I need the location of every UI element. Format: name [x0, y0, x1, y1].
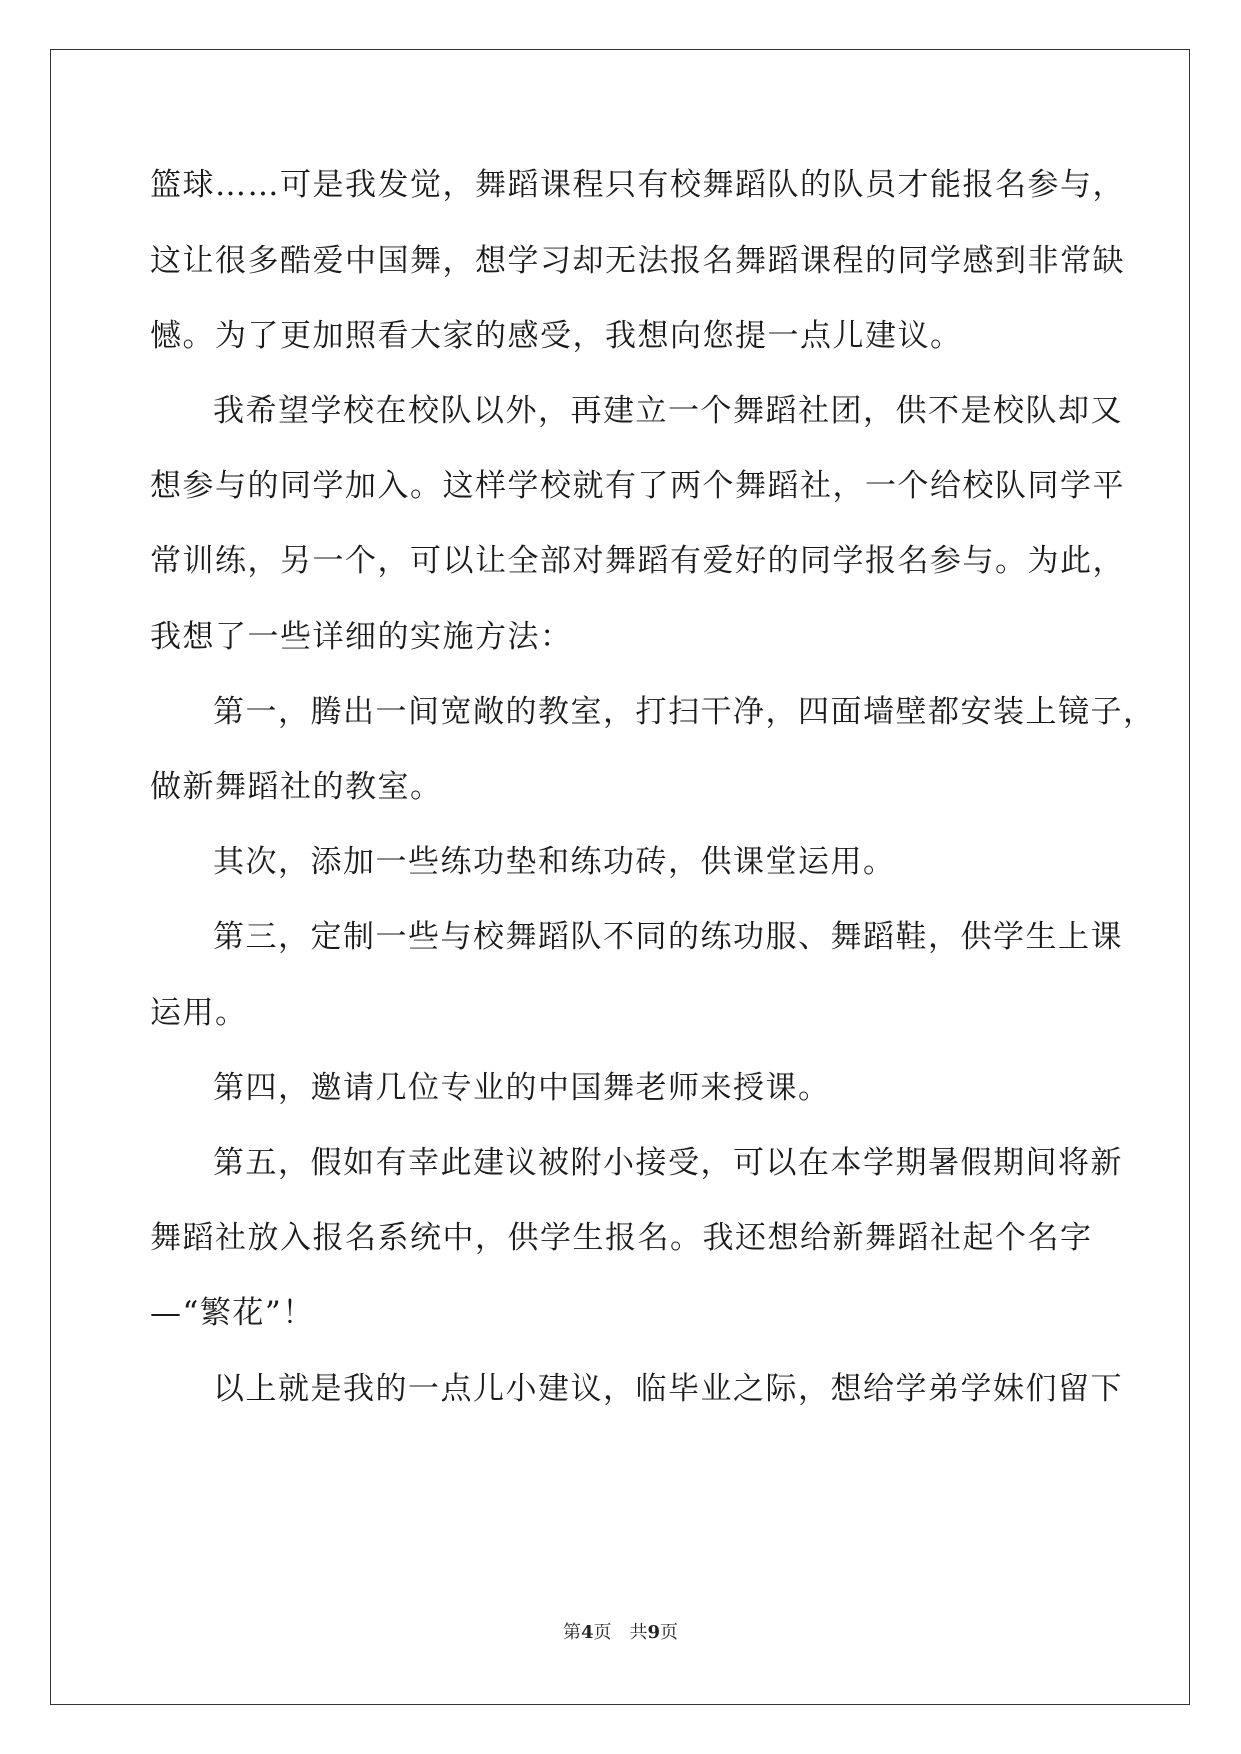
paragraph-start-line: 第三，定制一些与校舞蹈队不同的练功服、舞蹈鞋，供学生上课: [213, 919, 1123, 955]
paragraph-start-line: 其次，添加一些练功垫和练功砖，供课堂运用。: [213, 844, 896, 880]
paragraph-start-line: 第一，腾出一间宽敞的教室，打扫干净，四面墙壁都安装上镜子，: [213, 694, 1156, 730]
page-footer: [0, 1618, 1241, 1644]
total-pages: 9: [647, 1622, 661, 1643]
page-suffix: 页: [593, 1622, 612, 1643]
text-line: 运用。: [150, 995, 248, 1031]
paragraph-start-line: 我希望学校在校队以外，再建立一个舞蹈社团，供不是校队却又: [213, 393, 1123, 429]
text-line: 篮球……可是我发觉，舞蹈课程只有校舞蹈队的队员才能报名参与，: [150, 167, 1125, 203]
total-suffix: 页: [660, 1622, 679, 1643]
text-line: —“繁花”！: [150, 1295, 315, 1331]
paragraph-start-line: 以上就是我的一点儿小建议，临毕业之际，想给学弟学妹们留下: [213, 1371, 1123, 1407]
text-line: 憾。为了更加照看大家的感受，我想向您提一点儿建议。: [150, 318, 963, 354]
total-prefix: 共: [629, 1622, 648, 1643]
text-line: 舞蹈社放入报名系统中，供学生报名。我还想给新舞蹈社起个名字: [150, 1220, 1093, 1256]
paragraph-start-line: 第四，邀请几位专业的中国舞老师来授课。: [213, 1070, 831, 1106]
text-line: 常训练，另一个，可以让全部对舞蹈有爱好的同学报名参与。为此，: [150, 543, 1125, 579]
text-line: 这让很多酷爱中国舞，想学习却无法报名舞蹈课程的同学感到非常缺: [150, 243, 1125, 279]
paragraph-start-line: 第五，假如有幸此建议被附小接受，可以在本学期暑假期间将新: [213, 1145, 1123, 1181]
text-line: 想参与的同学加入。这样学校就有了两个舞蹈社，一个给校队同学平: [150, 468, 1125, 504]
page-prefix: 第: [562, 1622, 581, 1643]
text-line: 做新舞蹈社的教室。: [150, 769, 443, 805]
page-number: 4: [580, 1622, 594, 1643]
text-line: 我想了一些详细的实施方法：: [150, 619, 573, 655]
